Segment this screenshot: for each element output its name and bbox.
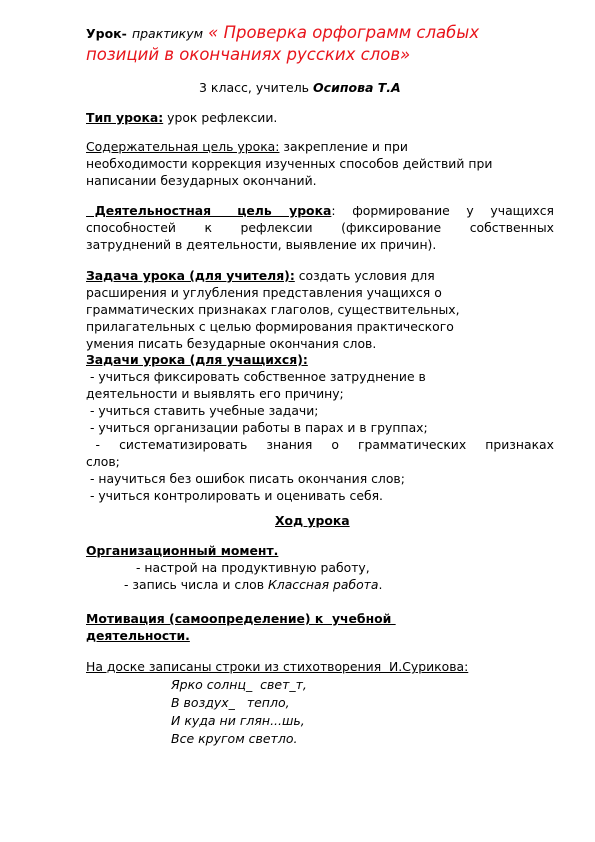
title-kind: практикум <box>131 26 204 41</box>
org-moment-line2-italic: Классная работа <box>267 577 379 592</box>
student-task-item: слов; <box>86 454 120 469</box>
content-goal-line1: закрепление и при <box>279 139 408 154</box>
board-note <box>86 658 554 675</box>
lesson-type-value: урок рефлексии. <box>163 110 278 125</box>
motivation-line1: Мотивация (самоопределение) к учебной <box>86 611 396 626</box>
org-moment <box>86 542 554 593</box>
org-moment-label: Организационный момент. <box>86 543 279 558</box>
lesson-heading-wrap <box>275 512 395 529</box>
teacher-task <box>86 267 554 352</box>
activity-goal-line3: затруднений в деятельности, выявление их причин). <box>86 237 437 252</box>
motivation-line2: деятельности. <box>86 628 190 643</box>
motivation <box>86 610 554 644</box>
student-task-item: - учиться ставить учебные задачи; <box>86 403 319 418</box>
poem-line: Все кругом светло. <box>171 731 298 746</box>
content-goal-line2: необходимости коррекция изученных способов действий при <box>86 156 493 171</box>
grade-teacher-line <box>199 79 499 96</box>
student-task-item: - учиться фиксировать собственное затруднение в <box>86 369 426 384</box>
poem-line: И куда ни глян...шь, <box>171 713 305 728</box>
grade-teacher-text: 3 класс, учитель <box>199 80 310 95</box>
lesson-title <box>86 22 556 65</box>
student-task-item: - учиться контролировать и оценивать себя. <box>86 488 383 503</box>
content-goal-label: Содержательная цель урока: <box>86 139 280 154</box>
student-task-item: - научиться без ошибок писать окончания слов; <box>86 471 405 486</box>
student-task-item: - учиться организации работы в парах и в группах; <box>86 420 428 435</box>
content-goal-line3: написании безударных окончаний. <box>86 173 317 188</box>
title-prefix: Урок- <box>86 26 127 41</box>
activity-goal <box>86 202 554 253</box>
student-task-item: - систематизировать знания о грамматических признаках <box>86 437 554 452</box>
board-note-text: На доске записаны строки из стихотворения И.Сурикова: <box>86 659 469 674</box>
activity-goal-label: Деятельностная цель урока <box>86 203 332 218</box>
teacher-task-label: Задача урока (для учителя): <box>86 268 295 283</box>
activity-goal-line2: способностей к рефлексии (фиксирование собственных <box>86 220 554 235</box>
teacher-task-line2: расширения и углубления представления учащихся о <box>86 285 442 300</box>
lesson-type <box>86 109 554 126</box>
poem-line: Ярко солнц_ свет_т, <box>171 677 307 692</box>
content-goal <box>86 138 554 189</box>
lesson-type-label: Тип урока: <box>86 110 164 125</box>
teacher-task-line4: прилагательных с целью формирования практического <box>86 319 454 334</box>
org-moment-line1: - настрой на продуктивную работу, <box>136 560 370 575</box>
org-moment-line2-end: . <box>378 577 383 592</box>
student-tasks-label: Задачи урока (для учащихся): <box>86 352 308 367</box>
student-tasks <box>86 351 554 504</box>
teacher-name: Осипова Т.А <box>313 80 401 95</box>
teacher-task-line1: создать условия для <box>294 268 435 283</box>
teacher-task-line5: умения писать безударные окончания слов. <box>86 336 377 351</box>
lesson-heading: Ход урока <box>275 513 350 528</box>
poem-line: В воздух_ тепло, <box>171 695 290 710</box>
org-moment-line2: - запись числа и слов <box>124 577 268 592</box>
teacher-task-line3: грамматических признаках глаголов, существительных, <box>86 302 460 317</box>
student-task-item: деятельности и выявлять его причину; <box>86 386 344 401</box>
poem <box>171 676 307 748</box>
title-quote-line1: « Проверка орфограмм слабых <box>208 23 480 42</box>
title-quote-line2: позиций в окончаниях русских слов» <box>86 45 411 64</box>
activity-goal-line1: : формирование у учащихся <box>331 203 554 218</box>
